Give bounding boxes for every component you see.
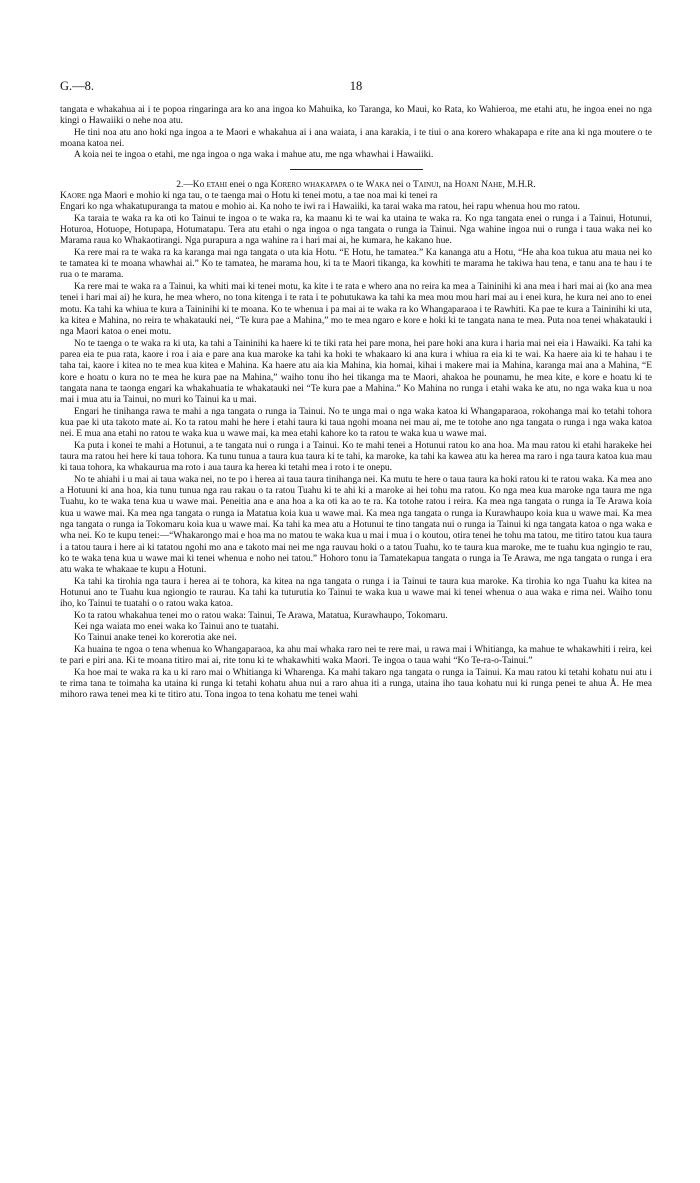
paragraph: Ko ta ratou whakahua tenei mo o ratou waka: Tainui, Te Arawa, Matatua, Kurawhaupo, Tokomaru. (74, 610, 448, 621)
paragraph: Ka taraia te waka ra ka oti ko Tainui te ingoa o te waka ra, ka maanu ki te wai ka utaina te waka ra. Ko nga tangata enei o runga i a Tainui, Hotunui, Hoturoa, Hotuope, Hotupapa, Hotumatapu. Tera atu etahi o nga ingoa o nga tangata o runga ia Tainui. Nga wahine ingoa nui o runga i taua waka nei ko Marama raua ko Whakaotirangi. Nga purapura a nga wahine ra i hari mai ai, he kumara, he kakano hue. (60, 213, 652, 247)
paragraph: Ka rere mai ra te waka ra ka karanga mai nga tangata o uta kia Hotu. “E Hotu, he tamatea.” Ka kananga atu a Hotu, “He aha koa tukua atu maua nei ko te tamatea ki te moana whawhai ai.” Ko te tamatea, he marama hou, ki ta te Maori tikanga, ka kowhiti te marama he takiwa hau tena, e tanu ana te hau i te rua o te marama. (60, 247, 652, 281)
body-text (60, 105, 652, 702)
intro-paragraph: tangata e whakahua ai i te popoa ringaringa ara ko ana ingoa ko Mahuika, ko Taranga, ko Maui, ko Rata, ko Wahieroa, me etahi atu, he ingoa enei no nga kingi o Hawaiiki o nehe noa atu. (60, 105, 652, 127)
series-code: G.—8. (60, 79, 95, 93)
section-heading: 2.—Ko etahi enei o nga Korero whakapapa o te Waka nei o Tainui, na Hoani Nahe, M.H.R. (176, 179, 536, 190)
paragraph: Ka tahi ka tirohia nga taura i herea ai te tohora, ka kitea na nga tangata o runga i ia Tainui te taura kua maroke. Ka tirohia ko nga Tuahu ka kitea na Hotunui ano te Tuahu kua ngiongio te raurau. Ka tahi ka tuturutia ko Tainui te waka kua u wawe mai ki tenei whenua o aua waka e rima nei. Waiho tonu iho, ko Tainui te tuatahi o o ratou waka katoa. (60, 576, 652, 610)
drop-word: Kaore (60, 191, 86, 202)
paragraph: Ka puta i konei te mahi a Hotunui, a te tangata nui o runga i a Tainui. Ko te mahi tenei a Hotunui ratou ko ana hoa. Ma mau ratou ki etahi harakeke hei taura ma ratou hei here ki taua tohora. Ka tunu tunua a taura kua taura ki te tahi, ka maroke, ka tahi ka kawea atu ka herea ma raro i nga taura katoa kua mau ki taua tohora, ka whakaurua ma roto i aua taura ka herea ki tetahi mea i roto i te onepu. (60, 440, 652, 474)
section-number: 2.—Ko (176, 179, 205, 190)
paragraph: Kei nga waiata mo enei waka ko Tainui ano te tuatahi. (74, 622, 279, 633)
paragraph: No te taenga o te waka ra ki uta, ka tahi a Taininihi ka haere ki te tiki rata hei pare mona, hei pare hoki ana kura i haria mai nei eia i Hawaiki. Ka tahi ka parea eia te pua rata, kaore i roa i aia e pare ana kua maroke ka tahi ka hoki te whakaaro ki ana kura i whiua ra eia ki te wai. Ka haere aia ki te hahau i te taha tai, kaore i kitea no te mea kua kitea e Mahina. Ka haere atu aia kia Mahina, kia homai, kihai i makere mai ia Mahina, karanga mai ana a Mahina, “E kore e hoatu o kura no te mea he kura pae na Mahina,” waiho tonu iho hei tikanga ma te Maori, ahakoa he pounamu, he mea kite, e kore e hoatu ki te tangata nana te taonga engari ka whakahuatia te whakatauki nei “Te kura pae a Mahina.” Ko Mahina no runga i etahi waka ke atu, no nga waka kua u noa mai i mua atu ia Tainui, no muri ko Tainui ka u mai. (60, 338, 652, 406)
paragraph: Engari he tinihanga rawa te mahi a nga tangata o runga ia Tainui. No te unga mai o nga waka katoa ki Whangaparaoa, rokohanga mai ko tetahi tohora kua pae ki uta takoto mate ai. Ko ta ratou mahi he here i etahi taura ki taua ngohi moana nei mau ai, me te totohe ano nga tangata o runga i nga waka katoa nei. E mua ana etahi no ratou te waka kua u wawe mai, ka mea etahi kahore ko ta ratou te waka kua u wawe mai. (60, 406, 652, 440)
page-header (60, 81, 652, 97)
document-page (60, 0, 652, 702)
paragraph: No te ahiahi i u mai ai taua waka nei, no te po i herea ai taua taura tinihanga nei. Ka mutu te here o taua taura ka hoki ratou ki te ratou waka. Ka mea ano a Hotuuni ki ana hoa, kia tunu tunua nga rau rakau o ta ratou Tuahu ki te ahi ki a maroke ai hei tohu ma ratou. Ko nga mea kua maroke nga taura me nga Tuahu, ko te waka tena kua u wawe mai. Peneitia ana e ana hoa a ka oti ka ao te ra. Ka totohe ratou i reira. Ka mea nga tangata o runga ia Te Arawa koia kua u wawe mai. Ka mea nga tangata o runga ia Matatua koia kua u wawe mai. Ka mea nga tangata o runga ia Kurawhaupo koia kua u wawe mai. Ka mea nga tangata o runga ia Tokomaru koia kua u wawe mai. Ka tahi ka mea atu a Hotunui te tino tangata nui o runga ia Tainui ki nga tangata katoa o nga waka e wha nei. Ko te kupu tenei:—“Whakarongo mai e hoa ma no matou te waka kua u mai i mua i o koutou, otira tenei he tohu ma tatou, me titiro tatou kua taura i a tatou taura i here ai ki tatatou ngohi mo ana e takoto mai nei me nga rauvau hoki o a tatou Tuahu, ko te taura kua maroke, me te tuahu kua ngingio te rau, ko te waka tena kua u wawe mai ki tenei whenua e noho nei tatou.” Hohoro tonu ia Tamatekapua tangata o runga ia Te Arawa, me nga tangata o runga i era atu waka te whakaae te kupu a Hotuni. (60, 474, 652, 576)
section-opening-line: Kaore nga Maori e mohio ki nga tau, o te taenga mai o Hotu ki tenei motu, a tae noa mai ki tenei ra (60, 191, 438, 202)
paragraph: Ka rere mai te waka ra a Tainui, ka whiti mai ki tenei motu, ka kite i te rata e whero ana no reira ka mea a Taininihi ki ana mea i hari mai ai (ko ana mea tenei i hari mai ai) he kura, he mea whero, no tona kitenga i te rata i te pohutukawa ka tahi ka mea mou mou hari mai au i enei kura, he kura nei ano to enei motu. Ka tahi ka whiua te kura a Taininihi ki te moana. Ko te whenua i pa mai ai te waka ra ko Whangaparaoa i te Rawhiti. Ka pae te kura a Taininihi ki uta, ka kitea e Mahina, no reira te whakatauki nei, “Te kura pae a Mahina,” mo te mea ngaro e kore e hoki ki te tangata nana te mea. Puta noa tenei whakatauki i nga Maori katoa o enei motu. (60, 281, 652, 338)
page-number: 18 (349, 79, 363, 93)
paragraph: Ka huaina te ngoa o tena whenua ko Whangaparaoa, ka ahu mai whaka raro nei te rere mai, u rawa mai i Whitianga, ka mahue te whakawhiti i reira, kei te pari e piri ana. Ki te moana titiro mai ai, rite tonu ki te whakawhiti waka Maori. Te ingoa o taua wahi “Ko Te-ra-o-Tainui.” (60, 644, 652, 667)
paragraph: Ka hoe mai te waka ra ka u ki raro mai o Whitianga ki Wharenga. Ka mahi takaro nga tangata o runga ia Tainui. Ka mau ratou ki tetahi kohatu nui atu i te rima tana te toimaha ka utaina ki runga ki tetahi kohatu ahua nui a raro ahua iti a runga, utaina iho taua kohatu nui ki runga penei te ahua Å. He mea mihoro rawa tenei mea ki te titiro atu. Tona ingoa to tena kohatu me tenei wahi (60, 667, 652, 701)
intro-paragraph: He tini noa atu ano hoki nga ingoa a te Maori e whakahua ai i ana waiata, i ana karakia, i te tiui o ana korero whakapapa e rite ana ki nga moutere o te moana katoa nei. (60, 127, 652, 150)
intro-paragraph: A koia nei te ingoa o etahi, me nga ingoa o nga waka i mahue atu, me nga whawhai i Hawaiiki. (74, 150, 434, 161)
paragraph: Engari ko nga whakatupuranga ta matou e mohio ai. Ka noho te iwi ra i Hawaiiki, ka tarai waka ma ratou, hei rapu whenua hou mo ratou. (60, 202, 580, 213)
paragraph: Ko Tainui anake tenei ko korerotia ake nei. (74, 633, 237, 644)
section-divider (290, 169, 423, 172)
